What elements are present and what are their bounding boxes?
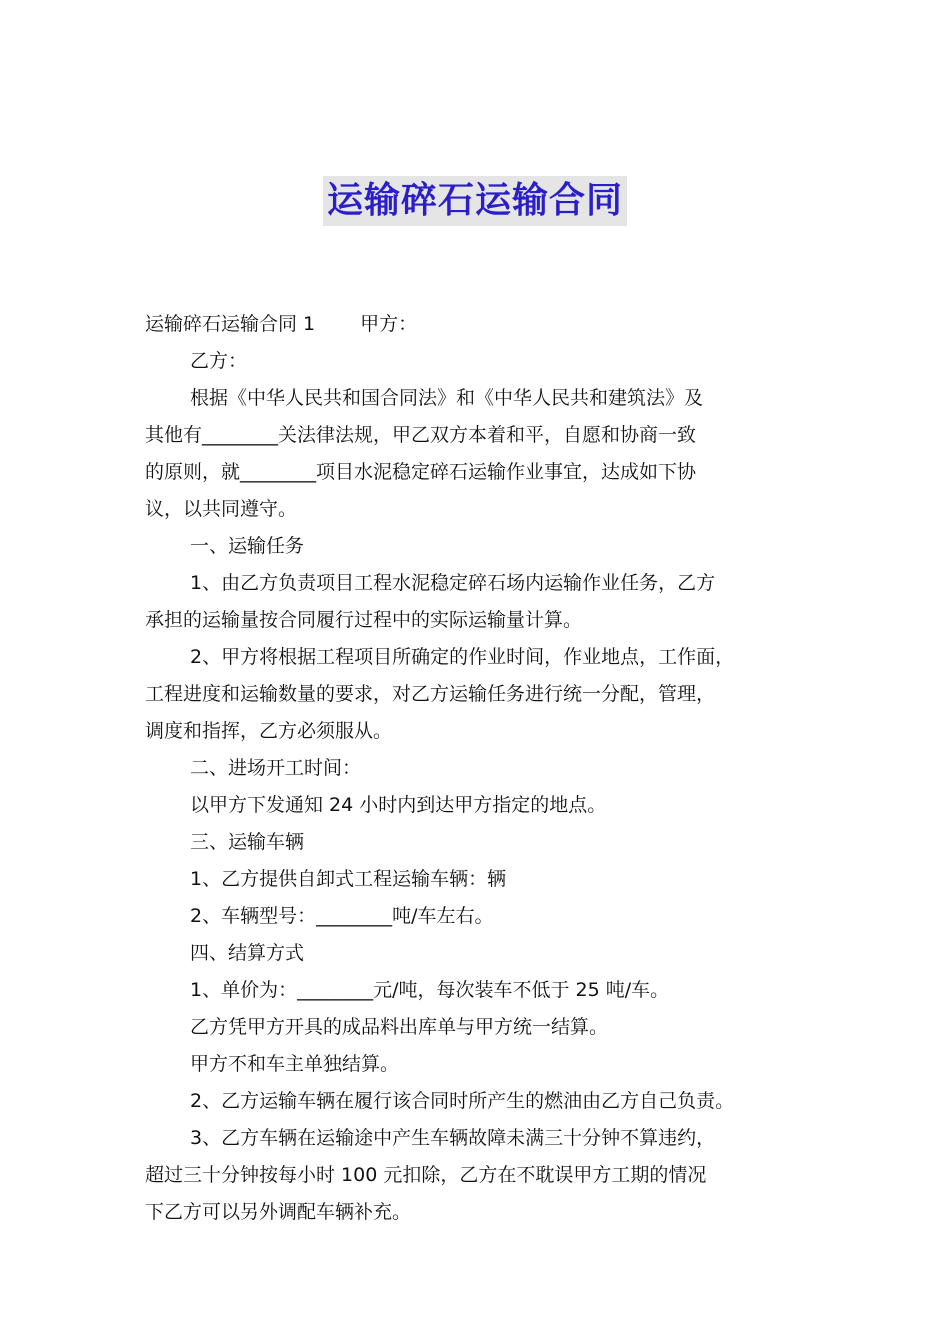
paragraph-line: 3、乙方车辆在运输途中产生车辆故障未满三十分钟不算违约， bbox=[190, 1127, 716, 1149]
contract-number-label: 运输碎石运输合同 1 bbox=[145, 313, 316, 335]
document-title: 运输碎石运输合同 bbox=[323, 176, 627, 226]
paragraph-line: 一、运输任务 bbox=[190, 535, 305, 557]
paragraph-line: 2、甲方将根据工程项目所确定的作业时间，作业地点，工作面， bbox=[190, 646, 735, 668]
paragraph-line: 以甲方下发通知 24 小时内到达甲方指定的地点。 bbox=[190, 794, 607, 816]
paragraph-line: 2、车辆型号：________吨/车左右。 bbox=[190, 905, 494, 927]
paragraph-line: 其他有________关法律法规，甲乙双方本着和平，自愿和协商一致 bbox=[145, 424, 697, 446]
paragraph-line: 超过三十分钟按每小时 100 元扣除，乙方在不耽误甲方工期的情况 bbox=[145, 1164, 707, 1186]
paragraph-line: 根据《中华人民共和国合同法》和《中华人民共和建筑法》及 bbox=[190, 387, 704, 409]
paragraph-line: 1、由乙方负责项目工程水泥稳定碎石场内运输作业任务，乙方 bbox=[190, 572, 716, 594]
title-container bbox=[0, 176, 950, 226]
party-b-label: 乙方： bbox=[190, 350, 248, 372]
document-body bbox=[145, 306, 817, 1231]
paragraph-line: 甲方不和车主单独结算。 bbox=[190, 1053, 400, 1075]
paragraph-line: 三、运输车辆 bbox=[190, 831, 305, 853]
contract-text bbox=[145, 380, 817, 1231]
paragraph-line: 下乙方可以另外调配车辆补充。 bbox=[145, 1201, 412, 1223]
paragraph-line: 的原则，就________项目水泥稳定碎石运输作业事宜，达成如下协 bbox=[145, 461, 697, 483]
paragraph-line: 四、结算方式 bbox=[190, 942, 305, 964]
paragraph-line: 1、单价为：________元/吨，每次装车不低于 25 吨/车。 bbox=[190, 979, 670, 1001]
party-a-label: 甲方： bbox=[360, 313, 418, 335]
paragraph-line: 议，以共同遵守。 bbox=[145, 498, 298, 520]
paragraph-line: 工程进度和运输数量的要求，对乙方运输任务进行统一分配，管理， bbox=[145, 683, 716, 705]
paragraph-line: 1、乙方提供自卸式工程运输车辆：辆 bbox=[190, 868, 507, 890]
paragraph-line: 二、进场开工时间： bbox=[190, 757, 362, 779]
paragraph-line: 乙方凭甲方开具的成品料出库单与甲方统一结算。 bbox=[190, 1016, 609, 1038]
paragraph-line: 承担的运输量按合同履行过程中的实际运输量计算。 bbox=[145, 609, 583, 631]
paragraph-line bbox=[145, 306, 817, 343]
paragraph-line: 调度和指挥，乙方必须服从。 bbox=[145, 720, 393, 742]
paragraph-line: 2、乙方运输车辆在履行该合同时所产生的燃油由乙方自己负责。 bbox=[190, 1090, 735, 1112]
